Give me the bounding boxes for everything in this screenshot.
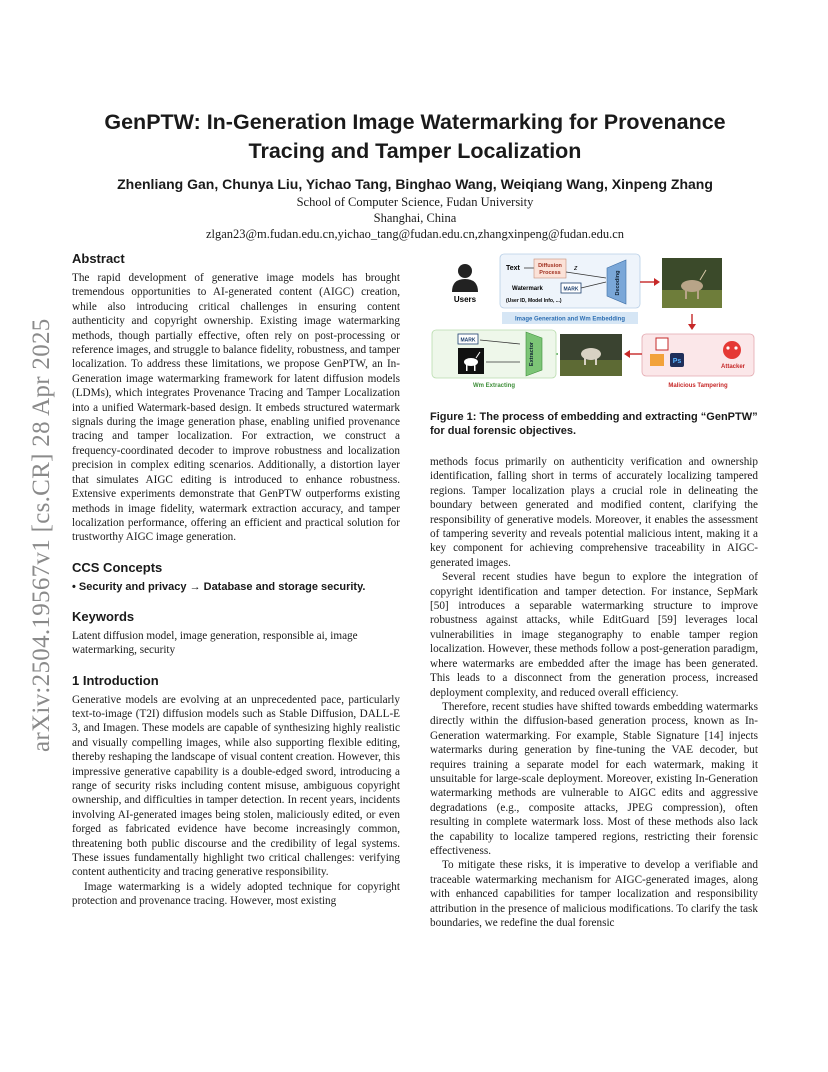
title-line-2: Tracing and Tamper Localization <box>248 139 582 163</box>
figure-1 <box>430 252 760 394</box>
extract-label: Wm Extracting <box>472 383 516 389</box>
intro-paragraph-2: Image watermarking is a widely adopted technique for copyright protection and provenance tracing. However, most existing <box>72 880 400 908</box>
affiliation: School of Computer Science, Fudan University <box>296 195 534 209</box>
process-label: Process <box>539 270 561 276</box>
intro-section <box>72 672 400 909</box>
z-label: z <box>574 265 578 272</box>
users-label: Users <box>453 295 477 304</box>
right-paragraph-4: To mitigate these risks, it is imperative to develop a verifiable and traceable watermarking mechanism for AIGC-generated images, along with enhanced capabilities for tamper localization and responsibility attribution in the presence of malicious modifications. To clarify the task boundaries, we redefine the dual forensic <box>430 859 758 929</box>
image-edit-icon <box>650 354 664 366</box>
keywords-heading: Keywords <box>72 608 135 624</box>
right-paragraph-2: Several recent studies have begun to explore the integration of copyright identification and tamper detection. For instance, SepMark [50] introduces a separable watermarking structure to improve robustness against attacks, while EditGuard [59] leverages local vulnerabilities in image steganography to enable tamper region localization. However, these methods follow a post-generation paradigm, where watermarks are embedded after the image has been generated. This leads to a disconnect from the generation process, increased deployment complexity, and reduced overall efficiency. <box>430 571 758 699</box>
ccs-section <box>72 559 400 594</box>
emails: zlgan23@m.fudan.edu.cn,yichao_tang@fudan.edu.cn,zhangxinpeng@fudan.edu.cn <box>205 227 625 241</box>
ccs-heading: CCS Concepts <box>72 559 163 575</box>
abstract-section <box>72 250 400 545</box>
attacker-icon <box>723 341 741 359</box>
user-icon <box>452 264 478 292</box>
diffusion-label: Diffusion <box>538 263 562 269</box>
paper-title <box>70 108 760 166</box>
location: Shanghai, China <box>373 211 457 225</box>
keywords-text: Latent diffusion model, image generation, responsible ai, image watermarking, security <box>72 629 358 657</box>
tamper-label: Malicious Tampering <box>668 383 728 389</box>
attacker-label: Attacker <box>720 364 746 370</box>
meta-label: (User ID, Model Info, ...) <box>506 298 562 304</box>
gen-label: Image Generation and Wm Embedding <box>514 316 626 323</box>
extractor-label: Extractor <box>529 341 535 367</box>
photoshop-label: Ps <box>672 358 682 365</box>
figure-caption: Figure 1: The process of embedding and extracting “GenPTW” for dual forensic objectives. <box>430 411 758 437</box>
abstract-text: The rapid development of generative image models has brought tremendous opportunities to AI-generated content (AIGC) creation, while also introducing critical challenges in ensuring content authenticity and copyright ownership. Existing image watermarking methods, though partially effective, often rely on post-processing or reference images, and struggle to balance fidelity, robustness, and tamper localization. To address these limitations, we propose GenPTW, an In-Generation image watermarking framework for latent diffusion models (LDMs), which integrates Provenance Tracing and Tamper Localization into a unified Watermark-based design. It embeds structured watermark signals during the image generation phase, enabling unified provenance tracing and tamper localization. For extraction, we construct a frequency-coordinated decoder to improve robustness and localization precision in complex editing scenarios. Additionally, a distortion layer that simulates AIGC editing is introduced to enhance robustness. Extensive experiments demonstrate that GenPTW outperforms existing methods in image fidelity, watermark extraction accuracy, and tamper localization performance, offering an efficient and practical solution for trustworthy AIGC image generation. <box>72 272 400 544</box>
intro-heading: 1 Introduction <box>72 672 159 688</box>
right-paragraph-3: Therefore, recent studies have shifted towards embedding watermarks directly within the diffusion-based generation process, known as In-Generation watermarking. For example, Stable Signature [14] injects watermarks during generation by fine-tuning the VAE decoder, but requires training a separate model for each watermark, making it unsuitable for large-scale deployment. Moreover, existing In-Generation watermarking methods are vulnerable to AIGC edits and aggressive degradations (e.g., composite attacks, JPEG compression), often resulting in complete watermark loss. Most of these methods also lack the capability to localize tampered regions, restricting their forensic effectiveness. <box>430 700 758 857</box>
right-column <box>430 455 758 930</box>
abstract-heading: Abstract <box>72 251 125 266</box>
edit-icon <box>656 338 668 350</box>
right-paragraph-1: methods focus primarily on authenticity verification and ownership identification, falling short in terms of accurately localizing tampered regions. Tamper localization plays a crucial role in delineating the boundary between generated and modified content, clarifying the responsibility of generative models. Moreover, it enables the assessment of tampering severity and reveals potential malicious intent, making it a key component for achieving comprehensive traceability in AIGC-generated images. <box>430 456 758 569</box>
title-line-1: GenPTW: In-Generation Image Watermarking for Provenance <box>104 110 726 134</box>
watermark-label: Watermark <box>512 286 543 292</box>
arxiv-stamp: arXiv:2504.19567v1 [cs.CR] 28 Apr 2025 <box>28 318 55 752</box>
mark-label-out: MARK <box>460 337 476 344</box>
tampered-image <box>560 334 622 376</box>
generated-image <box>662 258 722 308</box>
text-label: Text <box>506 265 520 272</box>
keywords-section <box>72 608 400 658</box>
mark-label: MARK <box>563 286 579 293</box>
intro-paragraph-1: Generative models are evolving at an unprecedented pace, particularly text-to-image (T2I) diffusion models such as Stable Diffusion, DALL-E 3, and Imagen. These models are capable of synthesizing highly realistic and visually compelling images, while also supporting flexible editing, thereby reshaping the landscape of visual content creation. However, this impressive generative capability is a double-edged sword, introducing a range of security risks including content misuse, ambiguous copyright ownership, and difficulties in tamper detection. In recent years, incidents involving AI-generated images being stolen, maliciously edited, or even forged as fabricated evidence have become increasingly common, threatening both public discourse and the credibility of legal systems. These issues fundamentally highlight two critical challenges: verifying content authenticity and tracing generative responsibility. <box>72 693 400 879</box>
ccs-text: • Security and privacy → Database and storage security. <box>72 580 366 593</box>
decoding-label: Decoding <box>615 270 621 296</box>
left-column <box>72 250 400 923</box>
author-list: Zhenliang Gan, Chunya Liu, Yichao Tang, Binghao Wang, Weiqiang Wang, Xinpeng Zhang <box>117 176 713 192</box>
